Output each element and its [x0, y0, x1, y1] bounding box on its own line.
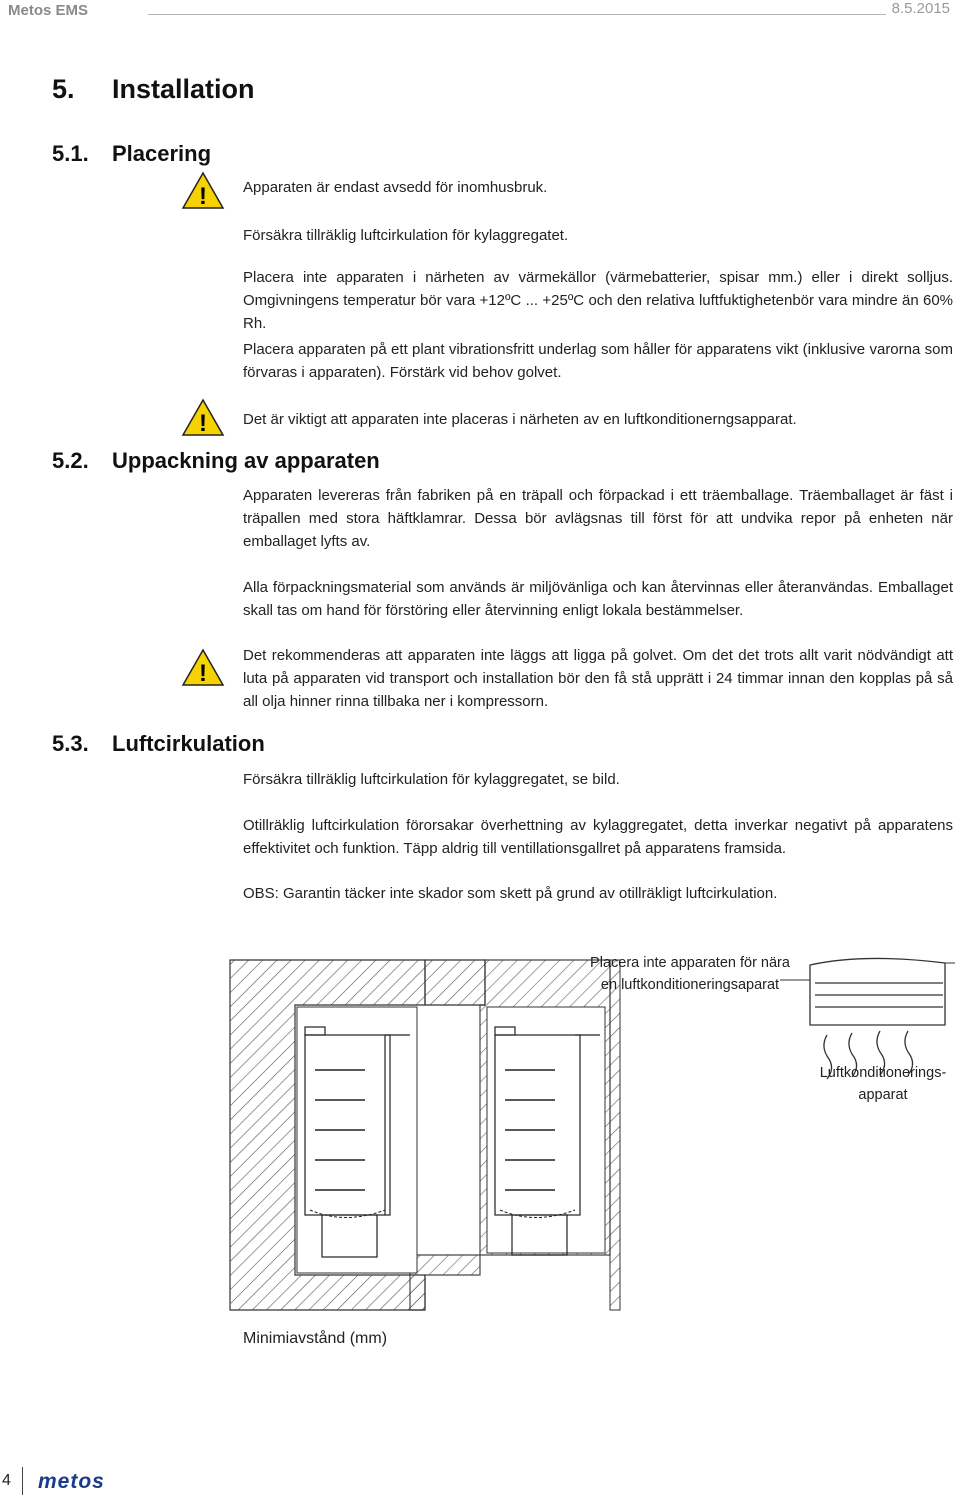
- section-heading-uppackning: [52, 448, 380, 474]
- metos-logo: [38, 1472, 153, 1490]
- figure-label-line: en luftkonditioneringsaparat: [600, 977, 780, 993]
- header-doc-title: Metos EMS: [8, 2, 89, 19]
- section-number: 5.1.: [52, 141, 89, 166]
- header-date: 8.5.2015: [891, 0, 950, 17]
- svg-text:!: !: [199, 183, 207, 210]
- svg-text:metos: metos: [38, 1472, 105, 1490]
- warning-icon: [181, 648, 225, 687]
- section-number: 5.3.: [52, 731, 89, 756]
- paragraph: Placera inte apparaten i närheten av värmekällor (värmebatterier, spisar mm.) eller i direkt solljus. Omgivningens temperatur bör vara +12ºC ... +25ºC och den relativa luftfuktighetenbör vara mindre än 60% Rh.: [243, 269, 953, 332]
- page-number: 4: [2, 1472, 11, 1489]
- figure-label-line: apparat: [858, 1087, 908, 1103]
- header-rule: [148, 14, 886, 15]
- section-title: Installation: [112, 74, 255, 104]
- figure-label-line: Placera inte apparaten för nära: [590, 955, 790, 971]
- svg-text:!: !: [199, 410, 207, 437]
- section-title: Luftcirkulation: [112, 731, 265, 756]
- paragraph: Försäkra tillräklig luftcirkulation för kylaggregatet.: [243, 227, 569, 244]
- warning-icon: [181, 398, 225, 437]
- paragraph-warning: Det rekommenderas att apparaten inte läggs att ligga på golvet. Om det det trots allt varit nödvändigt att luta på apparaten vid transport och installation bör den få stå upprätt i 24 timmar innan den kopplas på så all olja hinner rinna tillbaka ner i kompressorn.: [243, 647, 953, 710]
- svg-text:!: !: [199, 660, 207, 687]
- section-heading-luftcirkulation: [52, 731, 265, 757]
- footer-divider: [22, 1467, 23, 1495]
- paragraph: Alla förpackningsmaterial som används är miljövänliga och kan återvinnas eller återanvändas. Emballaget skall tas om hand för förstöring eller återvinning enligt lokala bestämmelser.: [243, 579, 953, 619]
- section-number: 5.2.: [52, 448, 89, 473]
- paragraph: Apparaten är endast avsedd för inomhusbruk.: [243, 179, 548, 196]
- paragraph: Apparaten levereras från fabriken på en träpall och förpackad i ett träemballage. Träemballaget är fäst i träpallen med stora häftklamrar. Dessa bör avlägsnas till först för att undvika repor på enheten när emballaget lyfts av.: [243, 487, 953, 550]
- warning-icon: [181, 171, 225, 210]
- paragraph: Placera apparaten på ett plant vibrationsfritt underlag som håller för apparatens vikt (inklusive varorna som förvaras i apparaten). Förstärk vid behov golvet.: [243, 341, 953, 381]
- section-heading-placering: [52, 141, 211, 167]
- figure-label-ac-unit: [812, 1062, 954, 1106]
- paragraph-warning: Det är viktigt att apparaten inte placeras i närheten av en luftkonditionerngsapparat.: [243, 411, 797, 428]
- figure-label-line: Luftkonditionerings-: [819, 1065, 947, 1081]
- figure-caption: Minimiavstånd (mm): [243, 1330, 388, 1347]
- section-title: Uppackning av apparaten: [112, 448, 380, 473]
- section-number: 5.: [52, 74, 75, 104]
- paragraph: Otillräklig luftcirkulation förorsakar överhettning av kylaggregatet, detta inverkar negativt på apparatens effektivitet och funktion. Täpp aldrig till ventillationsgallret på apparatens framsida.: [243, 817, 953, 857]
- figure-label-ac-warning: [585, 952, 795, 996]
- section-heading-installation: [52, 74, 255, 105]
- section-title: Placering: [112, 141, 212, 166]
- paragraph: OBS: Garantin täcker inte skador som skett på grund av otillräkligt luftcirkulation.: [243, 885, 778, 902]
- installation-diagram: [225, 955, 960, 1325]
- paragraph: Försäkra tillräklig luftcirkulation för kylaggregatet, se bild.: [243, 771, 620, 788]
